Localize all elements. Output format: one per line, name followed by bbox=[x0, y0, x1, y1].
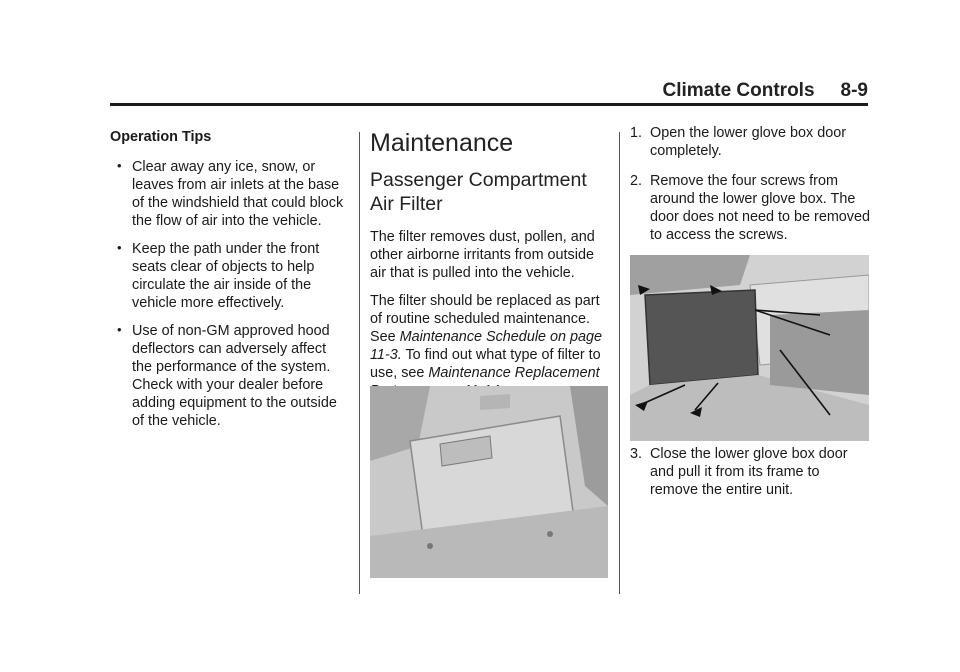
step-text: Remove the four screws from around the lower glove box. The door does not need to be removed to access the screws. bbox=[650, 173, 871, 243]
filter-description: The filter removes dust, pollen, and other airborne irritants from outside air that is pulled into the vehicle. bbox=[370, 229, 595, 281]
page-number: 8-9 bbox=[840, 80, 868, 101]
bullet-icon: • bbox=[117, 240, 122, 255]
bullet-item bbox=[110, 240, 350, 312]
bullet-icon: • bbox=[117, 322, 122, 337]
page-header bbox=[110, 80, 868, 104]
glove-box-screws-photo bbox=[630, 255, 869, 441]
operation-tips-title: Operation Tips bbox=[110, 129, 212, 145]
bullet-item bbox=[110, 158, 350, 230]
step-item: 3. Close the lower glove box door and pull it from its frame to remove the entire unit. bbox=[630, 446, 848, 498]
header-rule bbox=[110, 103, 868, 106]
column-1 bbox=[110, 124, 350, 440]
maintenance-schedule-link[interactable]: Maintenance Schedule on page 11-3. bbox=[370, 329, 603, 363]
bullet-text: Keep the path under the front seats clear of objects to help circulate the air inside of the vehicle more effectively. bbox=[132, 241, 320, 311]
bullet-text: Use of non-GM approved hood deflectors can adversely affect the performance of the system. Check with your dealer before adding equipment to the outside of the vehicle. bbox=[132, 323, 337, 429]
glove-box-photo bbox=[370, 386, 608, 578]
step-text: Close the lower glove box door and pull it from its frame to remove the entire unit. bbox=[650, 446, 848, 498]
section-title: Climate Controls bbox=[662, 80, 815, 101]
replacement-parts-link[interactable]: Maintenance Replacement bbox=[428, 365, 600, 381]
bullet-text: Clear away any ice, snow, or leaves from air inlets at the base of the windshield that could block the flow of air into the vehicle. bbox=[132, 159, 344, 229]
column-divider bbox=[359, 132, 360, 594]
filter-replacement-text: The filter should be replaced as part of routine scheduled maintenance. See Maintenance Schedule on page 11-3. To find out what type of filter to use, see Maintenance Replacement bbox=[370, 292, 610, 400]
column-3 bbox=[630, 124, 870, 256]
bullet-item bbox=[110, 322, 350, 430]
column-3-lower bbox=[630, 445, 870, 511]
maintenance-heading: Maintenance bbox=[370, 129, 514, 157]
column-2 bbox=[370, 124, 610, 410]
bullet-icon: • bbox=[117, 158, 122, 173]
step-text: Open the lower glove box door completely. bbox=[650, 125, 846, 159]
air-filter-heading: Passenger Compartment Air Filter bbox=[370, 169, 587, 215]
step-item: 2. Remove the four screws from around the lower glove box. The door does not need to be removed to access the screws. bbox=[630, 173, 871, 243]
column-divider bbox=[619, 132, 620, 594]
step-item: 1. Open the lower glove box door completely. bbox=[630, 125, 846, 159]
